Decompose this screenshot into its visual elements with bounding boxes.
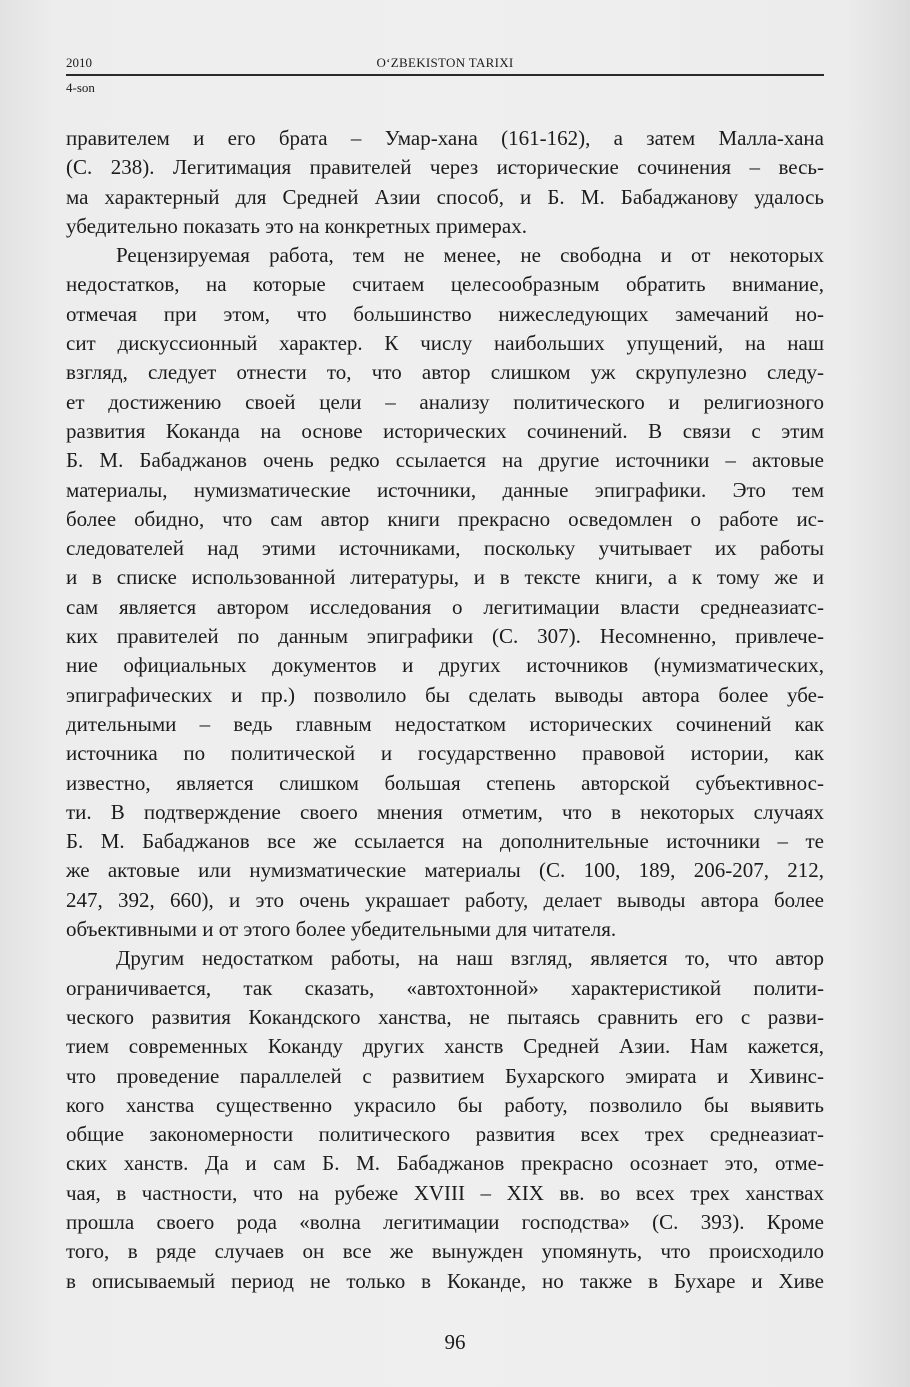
text-line: объективными и от этого более убедительными для читателя.	[66, 917, 617, 942]
text-line: чая, в частности, что на рубеже XVIII – XIX вв. во всех трех ханствах	[66, 1180, 824, 1205]
text-line: 247, 392, 660), и это очень украшает работу, делает выводы автора более	[66, 887, 824, 912]
text-line: следователей над этими источниками, поскольку учитывает их работы	[66, 536, 824, 561]
text-line: ческого развития Кокандского ханства, не пытаясь сравнить его с разви-	[66, 1004, 824, 1029]
text-line: тием современных Коканду других ханств Средней Азии. Нам кажется,	[66, 1034, 824, 1059]
text-line: в описываемый период не только в Коканде, но также в Бухаре и Хиве	[66, 1268, 824, 1293]
text-line: недостатков, на которые считаем целесообразным обратить внимание,	[66, 272, 824, 297]
running-header	[66, 52, 824, 76]
text-line: общие закономерности политического развития всех трех среднеазиат-	[66, 1122, 824, 1147]
text-line: эпиграфических и пр.) позволило бы сделать выводы автора более убе-	[66, 682, 824, 707]
text-line: того, в ряде случаев он все же вынужден упомянуть, что происходило	[66, 1239, 824, 1264]
article-body	[66, 124, 824, 1296]
text-line: сит дискуссионный характер. К числу наибольших упущений, на наш	[66, 331, 824, 356]
header-issue: 4-son	[66, 80, 95, 95]
text-line: ти. В подтверждение своего мнения отметим, что в некоторых случаях	[66, 799, 824, 824]
text-line: дительными – ведь главным недостатком исторических сочинений как	[66, 711, 824, 736]
text-line: ма характерный для Средней Азии способ, и Б. М. Бабаджанову удалось	[66, 184, 824, 209]
text-line: ограничивается, так сказать, «автохтонной» характеристикой полити-	[66, 975, 824, 1000]
text-line: ет достижению своей цели – анализу политического и религиозного	[66, 389, 824, 414]
text-line: известно, является слишком большая степень авторской субъективнос-	[66, 770, 824, 795]
page-number: 96	[444, 1330, 466, 1354]
text-line: правителем и его брата – Умар-хана (161-162), а затем Малла-хана	[66, 126, 824, 150]
text-line: ских ханств. Да и сам Б. М. Бабаджанов прекрасно осознает это, отме-	[66, 1151, 824, 1176]
header-year: 2010	[66, 55, 92, 70]
text-line: Б. М. Бабаджанов все же ссылается на дополнительные источники – те	[66, 829, 824, 854]
text-line: сам является автором исследования о легитимации власти среднеазиатс-	[66, 594, 824, 619]
text-line: ких правителей по данным эпиграфики (С. 307). Несомненно, привлече-	[66, 624, 824, 649]
text-line: Б. М. Бабаджанов очень редко ссылается на другие источники – актовые	[66, 448, 824, 473]
text-line: (С. 238). Легитимация правителей через исторические сочинения – весь-	[66, 155, 824, 180]
text-line: и в списке использованной литературы, и в тексте книги, а к тому же и	[66, 565, 824, 590]
text-line: Рецензируемая работа, тем не менее, не свободна и от некоторых	[116, 243, 824, 268]
text-line: убедительно показать это на конкретных примерах.	[66, 213, 527, 238]
text-line: более обидно, что сам автор книги прекрасно осведомлен о работе ис-	[66, 506, 824, 531]
text-line: материалы, нумизматические источники, данные эпиграфики. Это тем	[66, 477, 824, 502]
text-line: кого ханства существенно украсило бы работу, позволило бы выявить	[66, 1092, 824, 1117]
text-line: же актовые или нумизматические материалы (С. 100, 189, 206-207, 212,	[66, 858, 824, 883]
header-journal-title: O‘ZBEKISTON TARIXI	[376, 55, 514, 70]
text-line: Другим недостатком работы, на наш взгляд, является то, что автор	[116, 946, 824, 971]
text-line: что проведение параллелей с развитием Бухарского эмирата и Хивинс-	[66, 1063, 824, 1088]
text-line: развития Коканда на основе исторических сочинений. В связи с этим	[66, 418, 824, 443]
text-line: ние официальных документов и других источников (нумизматических,	[66, 653, 824, 678]
text-line: прошла своего рода «волна легитимации господства» (С. 393). Кроме	[66, 1209, 824, 1234]
text-line: отмечая при этом, что большинство нижеследующих замечаний но-	[66, 301, 824, 326]
text-line: взгляд, следует отнести то, что автор слишком уж скрупулезно следу-	[66, 360, 824, 385]
text-line: источника по политической и государственно правовой истории, как	[66, 741, 824, 766]
